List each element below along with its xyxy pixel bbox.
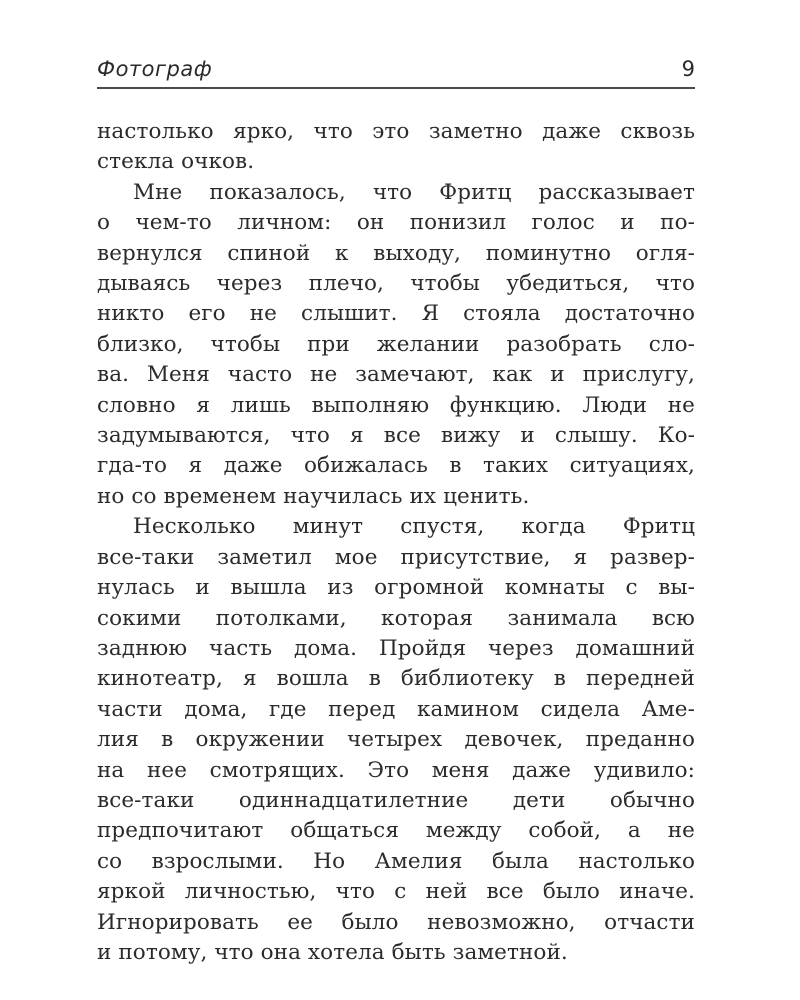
text-line: заднюю часть дома. Пройдя через домашний bbox=[97, 635, 695, 661]
text-line: сокими потолками, которая занимала всю bbox=[97, 605, 695, 631]
text-line: части дома, где перед камином сидела Аме- bbox=[97, 696, 695, 722]
text-line: кинотеатр, я вошла в библиотеку в передней bbox=[97, 666, 695, 692]
page-number: 9 bbox=[681, 57, 695, 81]
book-page bbox=[97, 0, 695, 1000]
text-line: лия в окружении четырех девочек, преданно bbox=[97, 727, 695, 753]
text-line: на нее смотрящих. Это меня даже удивило: bbox=[97, 757, 695, 783]
text-line: настолько ярко, что это заметно даже сквозь bbox=[97, 119, 695, 144]
paragraph-1 bbox=[97, 117, 695, 178]
text-line: со взрослыми. Но Амелия была настолько bbox=[97, 848, 695, 874]
text-line: гда-то я даже обижалась в таких ситуациях, bbox=[97, 453, 695, 479]
running-header bbox=[97, 56, 695, 82]
text-line: Игнорировать ее было невозможно, отчасти bbox=[97, 909, 695, 935]
text-line: вернулся спиной к выходу, поминутно огля- bbox=[97, 240, 695, 266]
section-title: Фотограф bbox=[97, 57, 213, 81]
text-line: нулась и вышла из огромной комнаты с вы- bbox=[97, 575, 695, 601]
text-line: и потому, что она хотела быть заметной. bbox=[97, 939, 568, 965]
text-line: близко, чтобы при желании разобрать сло- bbox=[97, 331, 695, 357]
header-rule bbox=[97, 87, 695, 89]
text-line: все-таки заметил мое присутствие, я развер- bbox=[97, 544, 695, 570]
paragraph-2 bbox=[97, 178, 695, 512]
text-line: предпочитают общаться между собой, а не bbox=[97, 818, 695, 844]
text-line: задумываются, что я все вижу и слышу. Ко- bbox=[97, 423, 695, 449]
text-line: все-таки одиннадцатилетние дети обычно bbox=[97, 787, 695, 813]
body-text bbox=[97, 117, 695, 968]
text-line: словно я лишь выполняю функцию. Люди не bbox=[97, 392, 695, 418]
text-line: дываясь через плечо, чтобы убедиться, что bbox=[97, 271, 695, 297]
text-line: ва. Меня часто не замечают, как и прислугу, bbox=[97, 362, 695, 388]
text-line: стекла очков. bbox=[97, 149, 255, 175]
text-line: но со временем научилась их ценить. bbox=[97, 483, 530, 509]
text-line: Мне показалось, что Фритц рассказывает bbox=[133, 179, 695, 205]
paragraph-3 bbox=[97, 512, 695, 968]
text-line: о чем-то личном: он понизил голос и по- bbox=[97, 210, 695, 236]
text-line: яркой личностью, что с ней все было иначе. bbox=[97, 879, 695, 905]
text-line: Несколько минут спустя, когда Фритц bbox=[133, 514, 695, 540]
text-line: никто его не слышит. Я стояла достаточно bbox=[97, 301, 695, 327]
